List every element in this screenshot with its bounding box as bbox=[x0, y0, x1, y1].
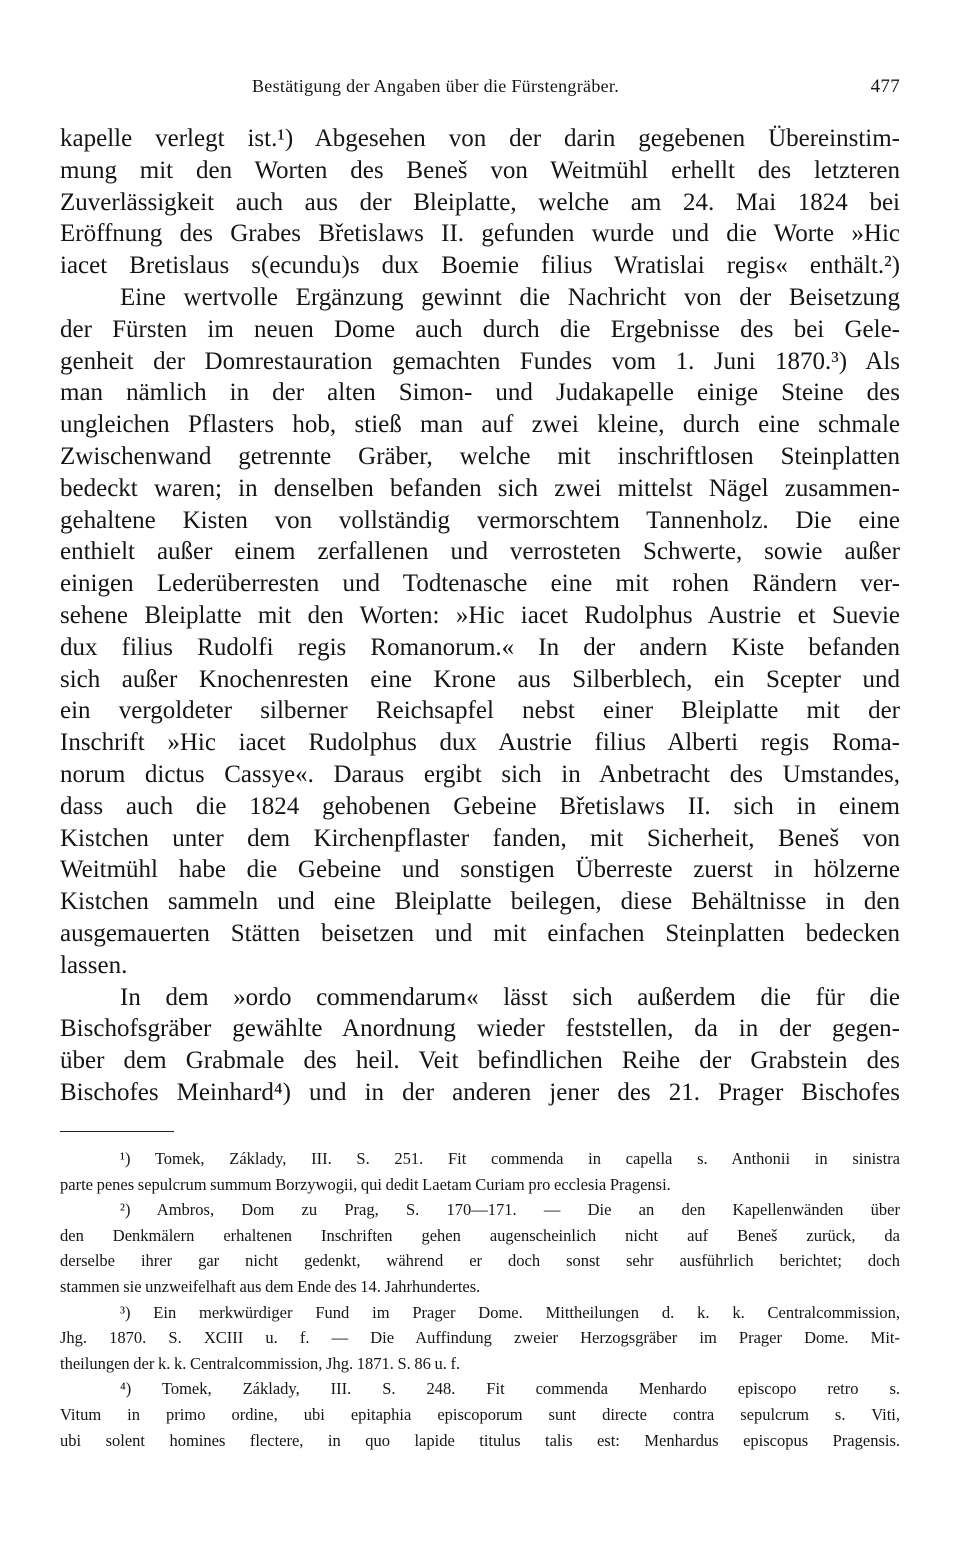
body-line: Bischofsgräber gewählte Anordnung wieder feststellen, da in der gegen- bbox=[60, 1015, 900, 1043]
body-line: lassen. bbox=[60, 951, 128, 979]
body-line: Kistchen unter dem Kirchenpflaster fanden, mit Sicherheit, Beneš von bbox=[60, 824, 900, 852]
body-line: ein vergoldeter silberner Reichsapfel nebst einer Bleiplatte mit der bbox=[60, 697, 900, 725]
body-line: man nämlich in der alten Simon- und Judakapelle einige Steine des bbox=[60, 379, 900, 407]
body-line: bedeckt waren; in denselben befanden sich zwei mittelst Nägel zusammen- bbox=[60, 474, 900, 502]
footnote-line: den Denkmälern erhaltenen Inschriften gehen augenscheinlich nicht auf Beneš zurück, da bbox=[60, 1225, 900, 1245]
body-line: Weitmühl habe die Gebeine und sonstigen Überreste zuerst in hölzerne bbox=[60, 856, 900, 884]
footnote-line: Vitum in primo ordine, ubi epitaphia episcoporum sunt directe contra sepulcrum s. Viti, bbox=[60, 1404, 900, 1424]
body-line: dass auch die 1824 gehobenen Gebeine Břetislaws II. sich in einem bbox=[60, 792, 900, 820]
footnote-line: ubi solent homines flectere, in quo lapide titulus talis est: Menhardus episcopus Pragensis. bbox=[60, 1430, 900, 1450]
body-line: einigen Lederüberresten und Todtenasche eine mit rohen Rändern ver- bbox=[60, 570, 900, 598]
body-line: über dem Grabmale des heil. Veit befindlichen Reihe der Grabstein des bbox=[60, 1047, 900, 1075]
body-line: Inschrift »Hic iacet Rudolphus dux Austrie filius Alberti regis Roma- bbox=[60, 729, 900, 757]
body-line: kapelle verlegt ist.¹) Abgesehen von der darin gegebenen Übereinstim- bbox=[60, 125, 900, 152]
footnote-line: ¹) Tomek, Základy, III. S. 251. Fit commenda in capella s. Anthonii in sinistra bbox=[120, 1149, 900, 1168]
footnote-line: parte penes sepulcrum summum Borzywogii, qui dedit Laetam Curiam pro ecclesia Pragensi. bbox=[60, 1174, 671, 1194]
body-line: ausgemauerten Stätten beisetzen und mit einfachen Steinplatten bedecken bbox=[60, 919, 900, 947]
body-line: Zuverlässigkeit auch aus der Bleiplatte, welche am 24. Mai 1824 bei bbox=[60, 188, 900, 216]
footnote-line: derselbe ihrer gar nicht gedenkt, während er doch sonst sehr ausführlich berichtet; doch bbox=[60, 1251, 900, 1271]
body-line: mung mit den Worten des Beneš von Weitmühl erhellt des letzteren bbox=[60, 156, 900, 184]
body-line: sich außer Knochenresten eine Krone aus Silberblech, ein Scepter und bbox=[60, 665, 900, 693]
footnote-line: theilungen der k. k. Centralcommission, Jhg. 1871. S. 86 u. f. bbox=[60, 1353, 461, 1373]
body-line: Kistchen sammeln und eine Bleiplatte beilegen, diese Behältnisse in den bbox=[60, 888, 900, 916]
body-line: Zwischenwand getrennte Gräber, welche mit inschriftlosen Steinplatten bbox=[60, 442, 900, 470]
footnote-line: ³) Ein merkwürdiger Fund im Prager Dome. Mittheilungen d. k. k. Centralcommission, bbox=[120, 1302, 900, 1322]
running-header bbox=[60, 74, 900, 104]
body-line: dux filius Rudolfi regis Romanorum.« In der andern Kiste befanden bbox=[60, 633, 900, 661]
body-line: iacet Bretislaus s(ecundu)s dux Boemie filius Wratislai regis« enthält.²) bbox=[60, 252, 900, 280]
body-line: gehaltene Kisten von vollständig vermorschtem Tannenholz. Die eine bbox=[60, 506, 900, 534]
body-line: Bischofes Meinhard⁴) und in der anderen jener des 21. Prager Bischofes bbox=[60, 1078, 900, 1106]
footnote-line: Jhg. 1870. S. XCIII u. f. — Die Auffindung zweier Herzogsgräber im Prager Dome. Mit- bbox=[60, 1328, 900, 1348]
body-line: sehene Bleiplatte mit den Worten: »Hic iacet Rudolphus Austrie et Suevie bbox=[60, 601, 900, 629]
body-text bbox=[60, 123, 900, 1109]
body-line: genheit der Domrestauration gemachten Fundes vom 1. Juni 1870.³) Als bbox=[60, 347, 900, 375]
body-line: enthielt außer einem zerfallenen und verrosteten Schwerte, sowie außer bbox=[60, 538, 900, 566]
body-line: der Fürsten im neuen Dome auch durch die Ergebnisse des bei Gele- bbox=[60, 315, 900, 343]
footnote-line: ⁴) Tomek, Základy, III. S. 248. Fit commenda Menhardo episcopo retro s. bbox=[120, 1379, 900, 1399]
body-line: In dem »ordo commendarum« lässt sich außerdem die für die bbox=[120, 983, 900, 1011]
page-number: 477 bbox=[870, 76, 900, 97]
body-line: norum dictus Cassye«. Daraus ergibt sich in Anbetracht des Umstandes, bbox=[60, 760, 900, 788]
running-title: Bestätigung der Angaben über die Fürstengräber. bbox=[252, 76, 620, 96]
footnote-line: ²) Ambros, Dom zu Prag, S. 170—171. — Die an den Kapellenwänden über bbox=[120, 1200, 900, 1220]
body-line: Eine wertvolle Ergänzung gewinnt die Nachricht von der Beisetzung bbox=[120, 283, 900, 311]
body-line: ungleichen Pflasters hob, stieß man auf zwei kleine, durch eine schmale bbox=[60, 411, 900, 439]
footnote-divider bbox=[60, 1131, 174, 1132]
footnote-line: stammen sie unzweifelhaft aus dem Ende des 14. Jahrhundertes. bbox=[60, 1276, 481, 1296]
body-line: Eröffnung des Grabes Břetislaws II. gefunden wurde und die Worte »Hic bbox=[60, 220, 900, 248]
footnotes bbox=[60, 1146, 900, 1453]
